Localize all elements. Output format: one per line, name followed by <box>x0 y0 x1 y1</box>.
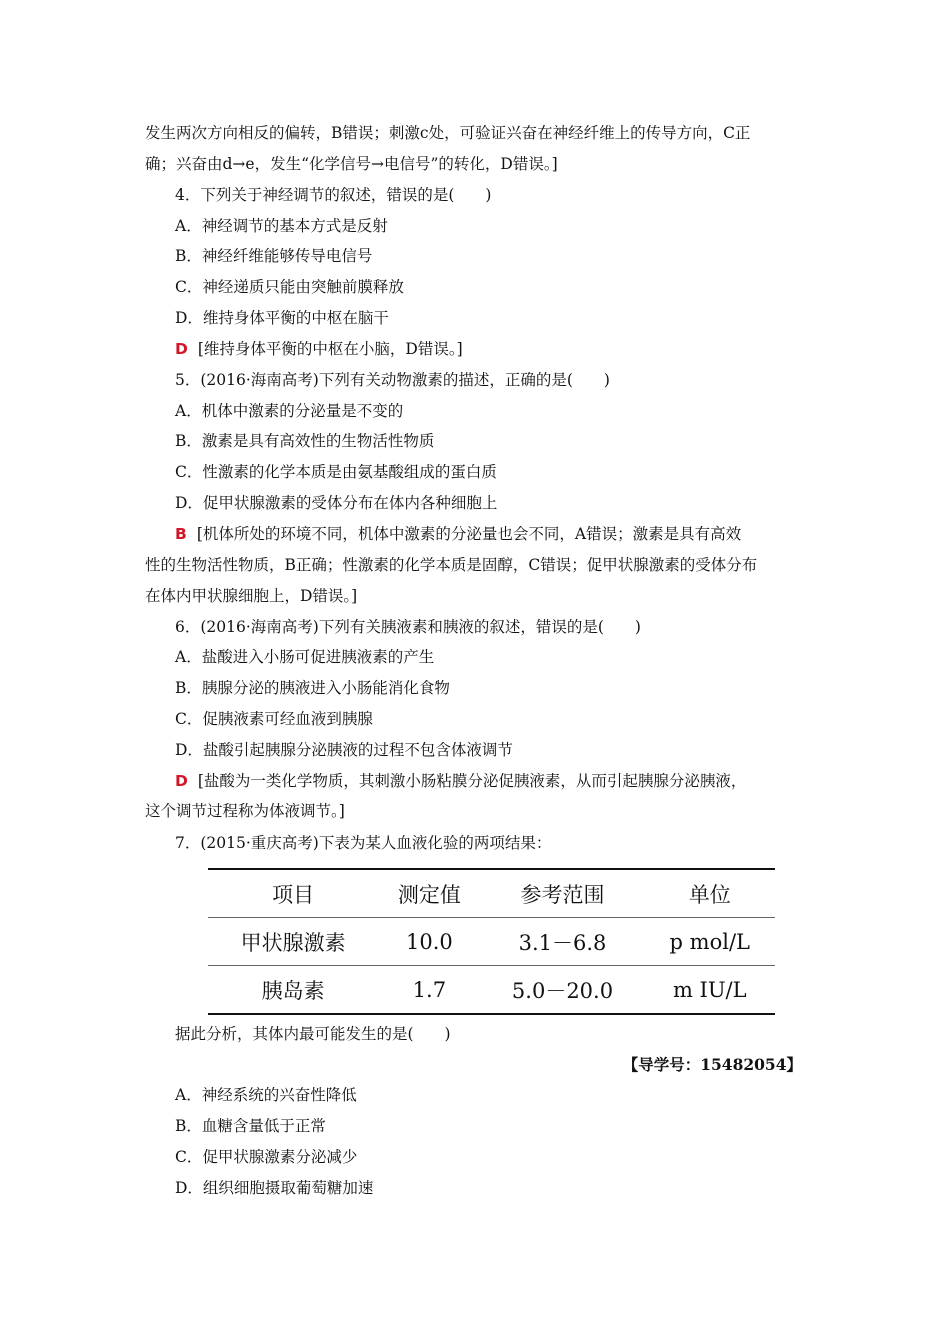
q7-prompt: 据此分析，其体内最可能发生的是( ) <box>175 1025 451 1043</box>
q4-stem: 4．下列关于神经调节的叙述，错误的是( ) <box>175 186 492 204</box>
q7-option-b: B．血糖含量低于正常 <box>175 1117 326 1135</box>
q4-option-c: C．神经递质只能由突触前膜释放 <box>175 278 404 296</box>
q5-answer-line <box>175 524 741 544</box>
q7-option-c: C．促甲状腺激素分泌减少 <box>175 1148 358 1166</box>
table-row <box>208 918 775 966</box>
header-item: 项目 <box>272 882 315 907</box>
q5-option-a: A．机体中激素的分泌量是不变的 <box>175 402 404 420</box>
table-row <box>208 966 775 1015</box>
continued-explanation-line-1: 发生两次方向相反的偏转，B错误；刺激c处，可验证兴奋在神经纤维上的传导方向，C正 <box>145 124 751 142</box>
cell-item: 甲状腺激素 <box>240 930 346 955</box>
q7-option-a: A．神经系统的兴奋性降低 <box>175 1086 357 1104</box>
q4-option-b: B．神经纤维能够传导电信号 <box>175 247 373 265</box>
cell-measured: 10.0 <box>406 929 453 954</box>
q5-option-c: C．性激素的化学本质是由氨基酸组成的蛋白质 <box>175 463 497 481</box>
q4-explanation: [维持身体平衡的中枢在小脑，D错误。] <box>197 340 463 358</box>
q4-option-d: D．维持身体平衡的中枢在脑干 <box>175 309 389 327</box>
q6-option-b: B．胰腺分泌的胰液进入小肠能消化食物 <box>175 679 450 697</box>
cell-unit: m IU/L <box>672 977 747 1002</box>
cell-item: 胰岛素 <box>261 978 325 1003</box>
q4-answer-line <box>175 339 463 359</box>
q6-explanation-1: [盐酸为一类化学物质，其刺激小肠粘膜分泌促胰液素，从而引起胰腺分泌胰液， <box>197 772 747 790</box>
cell-reference: 3.1－6.8 <box>518 930 607 955</box>
q5-explanation-3: 在体内甲状腺细胞上，D错误。] <box>145 587 358 605</box>
q6-answer: D <box>175 772 188 790</box>
q7-option-d: D．组织细胞摄取葡萄糖加速 <box>175 1179 374 1197</box>
cell-measured: 1.7 <box>412 977 447 1002</box>
q5-stem: 5．(2016·海南高考)下列有关动物激素的描述，正确的是( ) <box>175 371 610 389</box>
cell-unit: p mol/L <box>669 929 750 954</box>
blood-test-table <box>208 868 775 1015</box>
q6-option-a: A．盐酸进入小肠可促进胰液素的产生 <box>175 648 435 666</box>
table-header-row <box>208 869 775 918</box>
q4-answer: D <box>175 340 188 358</box>
cell-reference: 5.0－20.0 <box>511 978 614 1003</box>
q6-answer-line <box>175 771 746 791</box>
q6-option-c: C．促胰液素可经血液到胰腺 <box>175 710 373 728</box>
q6-option-d: D．盐酸引起胰腺分泌胰液的过程不包含体液调节 <box>175 741 513 759</box>
header-measured: 测定值 <box>397 882 461 907</box>
q5-answer: B <box>175 525 187 543</box>
q5-explanation-1: [机体所处的环境不同，机体中激素的分泌量也会不同，A错误；激素是具有高效 <box>196 525 742 543</box>
q5-explanation-2: 性的生物活性物质，B正确；性激素的化学本质是固醇，C错误；促甲状腺激素的受体分布 <box>145 556 758 574</box>
q6-explanation-2: 这个调节过程称为体液调节。] <box>145 802 345 820</box>
q4-option-a: A．神经调节的基本方式是反射 <box>175 217 388 235</box>
q6-stem: 6．(2016·海南高考)下列有关胰液素和胰液的叙述，错误的是( ) <box>175 618 641 636</box>
q7-stem: 7．(2015·重庆高考)下表为某人血液化验的两项结果： <box>175 834 552 852</box>
header-reference: 参考范围 <box>520 882 605 907</box>
continued-explanation-line-2: 确；兴奋由d→e，发生“化学信号→电信号”的转化，D错误。] <box>145 155 558 173</box>
q5-option-d: D．促甲状腺激素的受体分布在体内各种细胞上 <box>175 494 498 512</box>
header-unit: 单位 <box>688 882 731 907</box>
q7-reference-number: 【导学号：15482054】 <box>622 1055 802 1074</box>
q5-option-b: B．激素是具有高效性的生物活性物质 <box>175 432 435 450</box>
